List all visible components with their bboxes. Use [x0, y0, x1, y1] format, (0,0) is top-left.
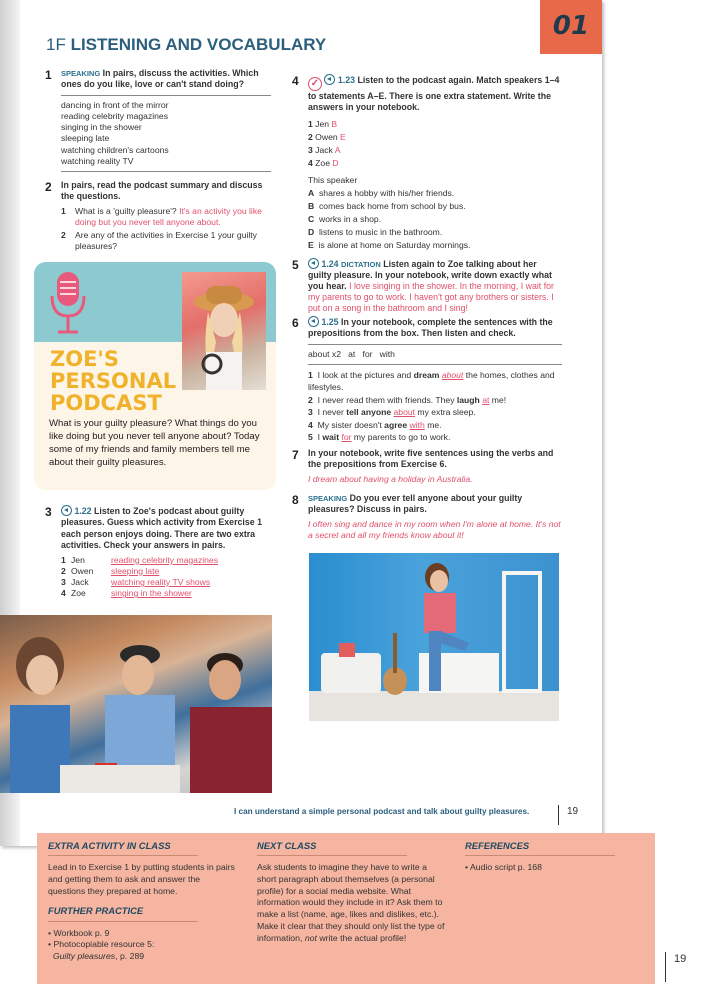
statement-lead: This speaker [308, 175, 358, 186]
unit-code: 1F [46, 35, 66, 54]
answer: I love singing in the shower. In the morning, I wait for my parents to go to work. I haven't got any brothers or sisters. I put on a song in the bathroom and I sing! [308, 280, 554, 313]
audio-icon[interactable] [308, 258, 319, 269]
match-answers [308, 118, 562, 252]
list-item: reading celebrity magazines [61, 111, 169, 122]
instruction: In your notebook, complete the sentences with the prepositions from the box. Then listen and check. [308, 317, 553, 339]
sentence: 1 I look at the pictures and dream about the homes, clothes and lifestyles. [308, 370, 555, 393]
audio-track: 1.23 [337, 75, 356, 85]
exercise-1 [45, 68, 271, 172]
page-number: 19 [665, 952, 686, 982]
notes-column-extra [48, 840, 238, 963]
zoe-photo [182, 272, 266, 390]
audio-icon[interactable] [324, 74, 335, 85]
podcast-panel [34, 262, 276, 490]
exercise-number: 4 [292, 74, 299, 88]
audio-track: 1.25 [321, 317, 339, 327]
list-item: • Photocopiable resource 5: Guilty pleasures, p. 289 [48, 939, 238, 962]
exercise-6 [292, 316, 562, 444]
answer-rows [61, 555, 271, 600]
list-item: • Workbook p. 9 [48, 928, 238, 940]
sentence: 3 I never tell anyone about my extra sleep. [308, 407, 476, 418]
podcast-title: ZOE'S PERSONAL PODCAST [50, 347, 177, 416]
section-heading: NEXT CLASS [257, 840, 407, 856]
audio-track: 1.22 [74, 506, 92, 516]
list-item: singing in the shower [61, 122, 142, 133]
instruction: In pairs, read the podcast summary and discuss the questions. [61, 180, 263, 202]
exercise-number: 5 [292, 258, 299, 272]
list-item: • Audio script p. 168 [465, 862, 645, 874]
dancing-girl-photo [309, 553, 559, 721]
instruction: Listen again to Zoe talking about her guilty pleasure. In your notebook, write down exactly what you hear. [308, 259, 552, 291]
audio-track: 1.24 [321, 259, 339, 269]
friends-photo [0, 615, 272, 793]
exercise-number: 6 [292, 316, 299, 330]
answer-row: 1 Jen B [308, 118, 338, 129]
instruction: Do you ever tell anyone about your guilty pleasures? Discuss in pairs. [308, 493, 523, 515]
exercise-4 [292, 74, 562, 252]
answer-row: 1 Jen reading celebrity magazines [61, 554, 219, 565]
instruction: Listen to Zoe's podcast about guilty pleasures. Guess which activity from Exercise 1 each person enjoys doing. There are two extra activities. Check your answers in pairs. [61, 506, 262, 551]
exercise-number: 8 [292, 493, 299, 507]
exercise-3 [45, 505, 271, 599]
skill-tag: SPEAKING [308, 494, 348, 503]
list-item: dancing in front of the mirror [61, 99, 169, 110]
podcast-summary: What is your guilty pleasure? What things do you like doing but you never tell anyone about? Today some of my friends and family members tell me about their guilty pleasures. [49, 418, 260, 468]
list-item: sleeping late [61, 133, 110, 144]
question: 2 Are any of the activities in Exercise 1 your guilty pleasures? [61, 230, 257, 252]
page-number: 19 [558, 805, 578, 825]
exercise-number: 3 [45, 505, 52, 519]
answer: I dream about having a holiday in Australia. [308, 473, 473, 484]
word-box: about x2 at for with [308, 344, 562, 365]
answer-row: 3 Jack watching reality TV shows [61, 577, 211, 588]
page-title [46, 34, 326, 56]
notes-column-references [465, 840, 645, 874]
microphone-icon [48, 270, 88, 350]
list-item: watching children's cartoons [61, 144, 169, 155]
section-heading: FURTHER PRACTICE [48, 905, 198, 921]
unit-badge: 01 [540, 0, 602, 54]
list-item: watching reality TV [61, 155, 134, 166]
answer-row: 2 Owen E [308, 131, 346, 142]
exercise-number: 7 [292, 448, 299, 462]
audio-icon[interactable] [308, 316, 319, 327]
question: 1 What is a 'guilty pleasure'? It's an activity you like doing but you never tell anyone about. [61, 205, 262, 228]
statement: D listens to music in the bathroom. [308, 226, 443, 237]
sentences [308, 369, 562, 444]
statement: A shares a hobby with his/her friends. [308, 188, 455, 199]
section-heading: REFERENCES [465, 840, 615, 856]
audio-icon[interactable] [61, 505, 72, 516]
learning-objective: I can understand a simple personal podcast and talk about guilty pleasures. [234, 807, 530, 816]
statement: B comes back home from school by bus. [308, 201, 466, 212]
answer-row: 3 Jack A [308, 144, 341, 155]
answer-row: 4 Zoe D [308, 157, 339, 168]
statement: C works in a shop. [308, 214, 382, 225]
instruction: In pairs, discuss the activities. Which ones do you like, love or can't stand doing? [61, 68, 259, 90]
statement: E is alone at home on Saturday mornings. [308, 239, 471, 250]
sentence: 4 My sister doesn't agree with me. [308, 419, 442, 430]
exercise-5 [292, 258, 562, 314]
sentence: 2 I never read them with friends. They laugh at me! [308, 394, 507, 405]
section-body: Lead in to Exercise 1 by putting students in pairs and getting them to ask and answer the questions they prepared at home. [48, 862, 235, 896]
skill-tag: SPEAKING [61, 69, 101, 78]
answer-row: 4 Zoe singing in the shower [61, 588, 192, 599]
section-body: Ask students to imagine they have to write a short paragraph about themselves (a personal profile) for a social media website. What information would they include in it? Ask them to make a list (name, age, likes and dislikes, etc.). Make it clear that they should only list the type of information, not write the actual profile! [257, 862, 445, 943]
exercise-number: 1 [45, 68, 52, 82]
instruction: In your notebook, write five sentences using the verbs and the prepositions from Exercise 6. [308, 448, 554, 470]
answer-row: 2 Owen sleeping late [61, 565, 160, 576]
answer: I often sing and dance in my room when I'm alone at home. It's not a secret and all my friends know about it! [308, 518, 561, 541]
exercise-7 [292, 448, 562, 485]
answer: It's an activity you like doing but you never tell anyone about. [75, 205, 262, 228]
teacher-notes-panel [37, 833, 655, 984]
unit-title: LISTENING AND VOCABULARY [70, 35, 327, 54]
skill-tag: DICTATION [341, 260, 381, 269]
instruction: Listen to the podcast again. Match speakers 1–4 to statements A–E. There is one extra statement. Write the answers in your notebook. [308, 75, 560, 113]
section-heading: EXTRA ACTIVITY IN CLASS [48, 840, 198, 856]
sentence: 5 I wait for my parents to go to work. [308, 432, 451, 443]
exercise-2 [45, 180, 271, 253]
activity-list [61, 95, 271, 172]
notes-column-next [257, 840, 447, 944]
exercise-8 [292, 493, 562, 541]
exercise-number: 2 [45, 180, 52, 194]
check-icon: ✓ [308, 77, 322, 91]
